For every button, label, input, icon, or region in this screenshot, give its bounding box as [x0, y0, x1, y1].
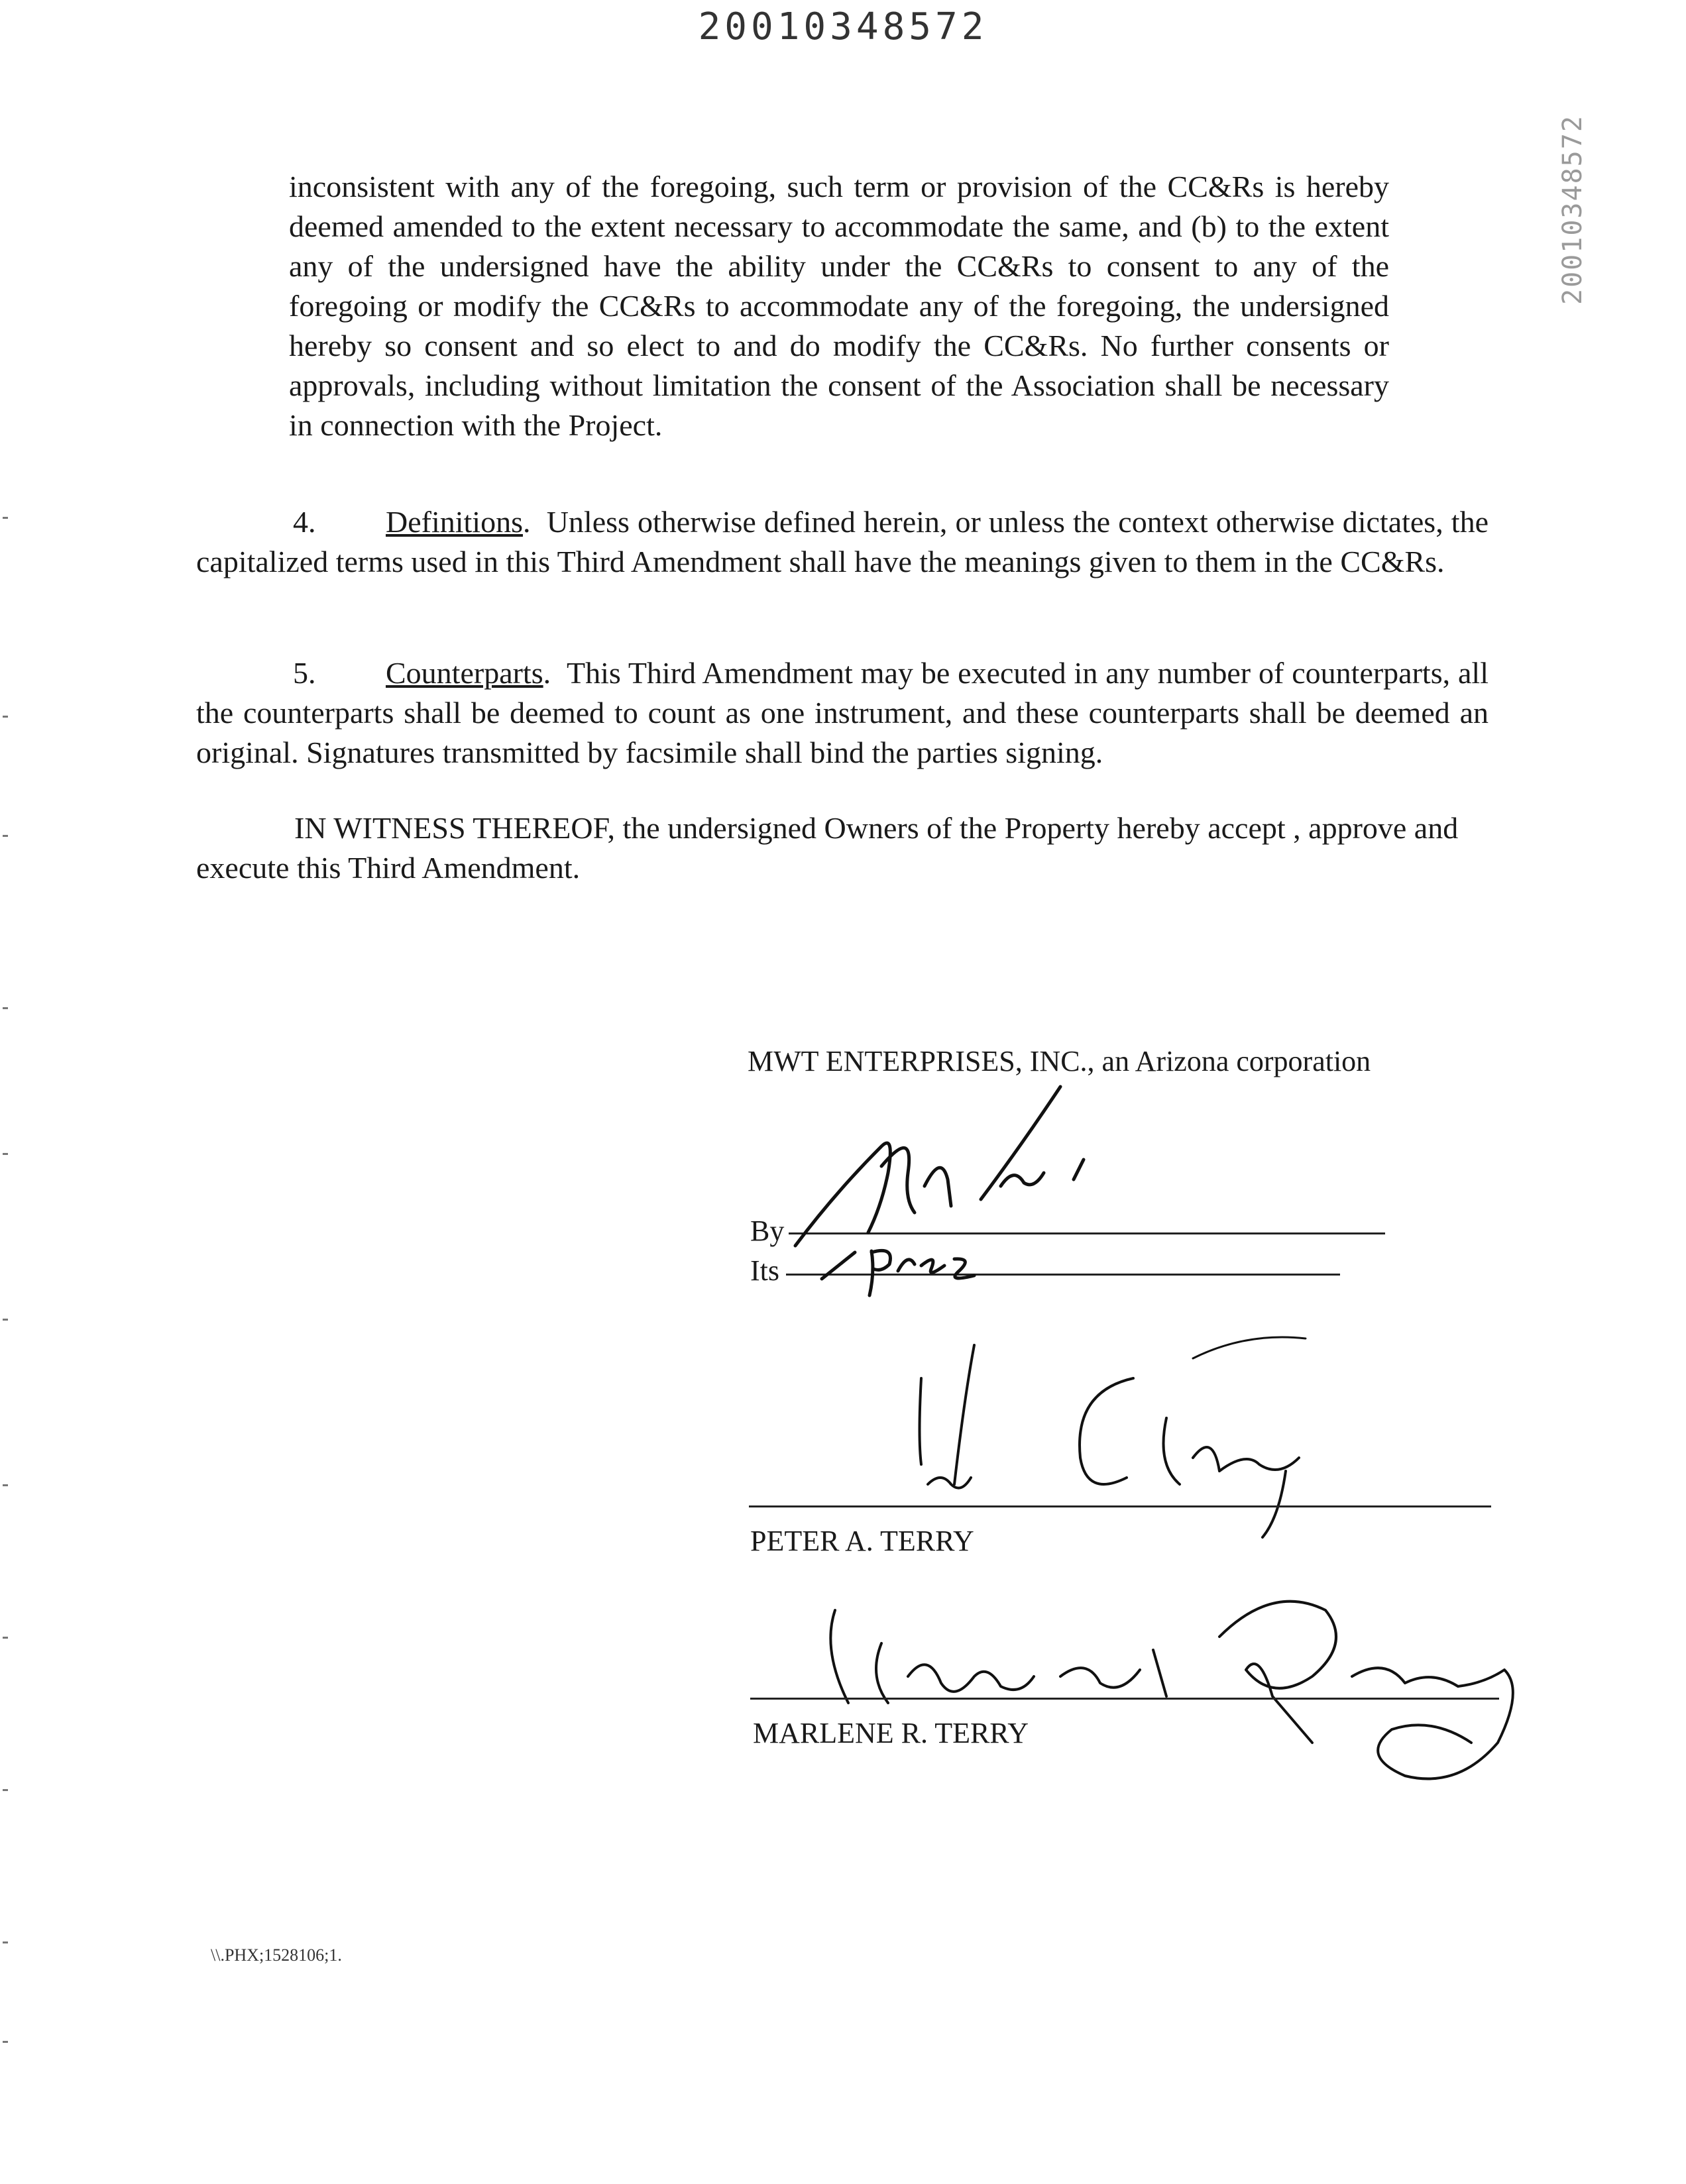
side-recording-stamp: 20010348572: [1557, 115, 1588, 305]
section-heading: Counterparts: [386, 656, 543, 690]
section-number: 5.: [293, 656, 316, 690]
signer-2-signature-scribble: [809, 1570, 1571, 1822]
scan-edge-marks: [0, 0, 27, 2184]
document-number: 20010348572: [698, 5, 988, 48]
section-counterparts: 5. Counterparts. This Third Amendment may be executed in any number of counterparts, all the counterparts shall be deemed to count as one instrument, and these counterparts shall be deemed an original. Signatures transmitted by facsimile shall bind the parties signing.: [196, 653, 1489, 773]
continuation-paragraph: inconsistent with any of the foregoing, such term or provision of the CC&Rs is hereby deemed amended to the extent necessary to accommodate the same, and (b) to the extent any of the undersigned have the ability under the CC&Rs to consent to any of the foregoing or modify the CC&Rs to accommodate any of the foregoing, the undersigned hereby so consent and so elect to and do modify the CC&Rs. No further consents or approvals, including without limitation the consent of the Association shall be necessary in connection with the Project.: [289, 170, 1389, 442]
section-definitions: 4. Definitions. Unless otherwise defined herein, or unless the context otherwise dictates, the capitalized terms used in this Third Amendment shall have the meanings given to them in the CC&Rs.: [196, 502, 1489, 582]
footer-document-reference: \\.PHX;1528106;1.: [211, 1945, 342, 1965]
section-text: This Third Amendment may be executed in any number of counterparts, all the counterparts shall be deemed to count as one instrument, and these counterparts shall be deemed an original. Signatures transmitted by facsimile shall bind the parties signing.: [196, 656, 1489, 769]
section-text: Unless otherwise defined herein, or unless the context otherwise dictates, the capitalized terms used in this Third Amendment shall have the meanings given to them in the CC&Rs.: [196, 505, 1489, 578]
witness-paragraph: IN WITNESS THEREOF, the undersigned Owners of the Property hereby accept , approve and execute this Third Amendment.: [196, 811, 1459, 885]
signer-2-line: [750, 1698, 1499, 1700]
signer-1-line: [749, 1505, 1491, 1507]
section-number: 4.: [293, 505, 316, 539]
signer-1-signature-scribble: [822, 1319, 1352, 1557]
section-heading: Definitions: [386, 505, 523, 539]
signer-2-name: MARLENE R. TERRY: [753, 1717, 1029, 1749]
its-label: Its: [750, 1254, 779, 1287]
company-name: MWT ENTERPRISES, INC., an Arizona corporation: [748, 1045, 1371, 1077]
company-signature-scribble: [782, 1073, 1180, 1272]
signer-1-name: PETER A. TERRY: [750, 1525, 974, 1557]
by-label: By: [750, 1215, 785, 1247]
